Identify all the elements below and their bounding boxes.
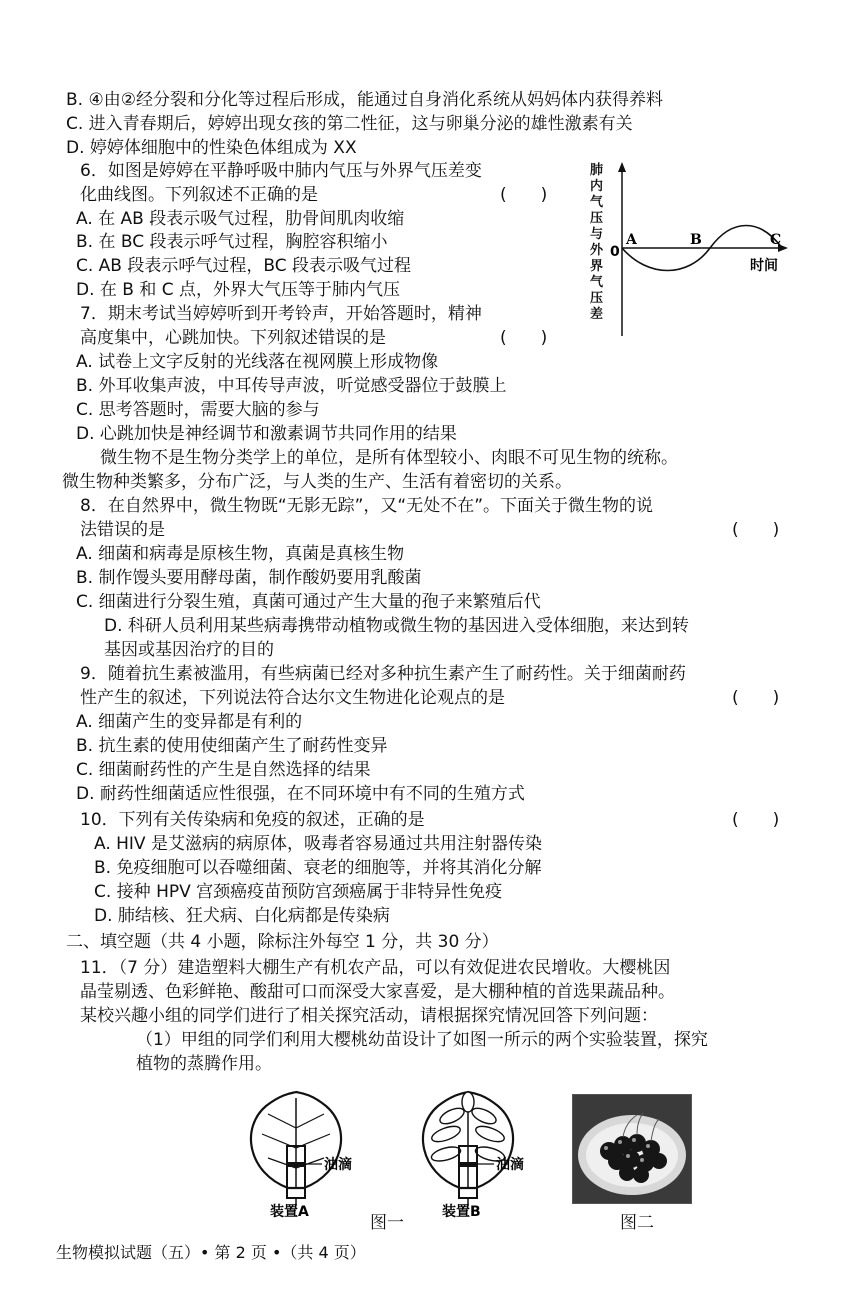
svg-text:内: 内 [590,179,604,194]
device-a-diagram [238,1088,388,1218]
q6-answer-bracket: ( ) [500,185,548,205]
pressure-difference-graph [588,160,794,340]
svg-text:气: 气 [590,195,604,210]
q11-stem-line2: 晶莹剔透、色彩鲜艳、酸甜可口而深受大家喜爱，是大棚种植的首选果蔬品种。 [80,982,675,1002]
q10-option-c: C. 接种 HPV 宫颈癌疫苗预防宫颈癌属于非特异性免疫 [94,882,503,902]
q11-part1-line2: 植物的蒸腾作用。 [136,1054,272,1074]
device-a-label: 装置A [270,1204,309,1218]
graph-x-label: 时间 [750,258,778,274]
q8-option-b: B. 制作馒头要用酵母菌，制作酸奶要用乳酸菌 [76,568,422,588]
q5-option-d: D. 婷婷体细胞中的性染色体组成为 XX [66,138,357,158]
graph-y-arrow [618,162,626,172]
section-2-heading: 二、填空题（共 4 小题，除标注外每空 1 分，共 30 分） [66,932,499,952]
q11-part1-line1: （1）甲组的同学们利用大樱桃幼苗设计了如图一所示的两个实验装置，探究 [136,1030,708,1050]
q6-stem-line2: 化曲线图。下列叙述不正确的是 [80,185,318,205]
q10-option-a: A. HIV 是艾滋病的病原体，吸毒者容易通过共用注射器传染 [94,834,542,854]
figure-1-caption: 图一 [370,1213,404,1233]
q9-answer-bracket: ( ) [732,688,780,708]
q9-option-a: A. 细菌产生的变异都是有利的 [76,712,303,732]
q7-option-c: C. 思考答题时，需要大脑的参与 [76,400,320,420]
device-a-oil-label: 油滴 [324,1157,352,1173]
svg-text:界: 界 [590,259,604,274]
svg-text:气: 气 [590,275,604,290]
q7-stem-line2: 高度集中，心跳加快。下列叙述错误的是 [80,328,386,348]
q8-stem-line2: 法错误的是 [80,520,165,540]
q10-option-d: D. 肺结核、狂犬病、白化病都是传染病 [94,906,390,926]
graph-origin-label: 0 [610,244,620,260]
graph-point-a: A [626,232,637,248]
q6-option-d: D. 在 B 和 C 点，外界大气压等于肺内气压 [76,280,401,300]
svg-text:差: 差 [590,307,604,322]
q8-stem-line1: 8．在自然界中，微生物既“无影无踪”，又“无处不在”。下面关于微生物的说 [80,496,654,516]
svg-text:压: 压 [590,211,604,226]
q9-option-c: C. 细菌耐药性的产生是自然选择的结果 [76,760,371,780]
graph-ylabel [590,162,604,322]
svg-text:外: 外 [590,243,604,258]
q8-option-d-line1: D. 科研人员利用某些病毒携带动植物或微生物的基因进入受体细胞，来达到转 [104,616,689,636]
figure-2-caption: 图二 [620,1213,654,1233]
q9-option-d: D. 耐药性细菌适应性很强，在不同环境中有不同的生殖方式 [76,784,525,804]
q9-option-b: B. 抗生素的使用使细菌产生了耐药性变异 [76,736,388,756]
device-b-oil-label: 油滴 [496,1157,524,1173]
cherries-photo [572,1094,692,1204]
q8-option-c: C. 细菌进行分裂生殖，真菌可通过产生大量的孢子来繁殖后代 [76,592,541,612]
q7-answer-bracket: ( ) [500,328,548,348]
q5-option-c: C. 进入青春期后，婷婷出现女孩的第二性征，这与卵巢分泌的雄性激素有关 [66,114,633,134]
q8-answer-bracket: ( ) [732,520,780,540]
page-footer: 生物模拟试题（五）• 第 2 页 •（共 4 页） [56,1243,366,1262]
graph-point-b: B [690,232,702,248]
q11-stem-line3: 某校兴趣小组的同学们进行了相关探究活动，请根据探究情况回答下列问题： [80,1006,658,1026]
svg-text:肺: 肺 [590,163,604,178]
q10-answer-bracket: ( ) [732,810,780,830]
microbe-intro-line1: 微生物不是生物分类学上的单位，是所有体型较小、肉眼不可见生物的统称。 [100,448,678,468]
q9-stem-line1: 9．随着抗生素被滥用，有些病菌已经对多种抗生素产生了耐药性。关于细菌耐药 [80,664,686,684]
q11-stem-line1: 11．（7 分）建造塑料大棚生产有机农产品，可以有效促进农民增收。大樱桃因 [80,958,671,978]
q5-option-b: B. ④由②经分裂和分化等过程后形成，能通过自身消化系统从妈妈体内获得养料 [66,90,663,110]
svg-text:与: 与 [590,227,604,242]
device-b-diagram [410,1088,560,1218]
q6-option-c: C. AB 段表示呼气过程，BC 段表示吸气过程 [76,256,412,276]
q7-option-a: A. 试卷上文字反射的光线落在视网膜上形成物像 [76,352,439,372]
q6-option-a: A. 在 AB 段表示吸气过程，肋骨间肌肉收缩 [76,209,405,229]
q7-stem-line1: 7．期末考试当婷婷听到开考铃声，开始答题时，精神 [80,304,482,324]
q10-stem: 10．下列有关传染病和免疫的叙述，正确的是 [80,810,425,830]
q8-option-d-line2: 基因或基因治疗的目的 [104,640,274,660]
q6-option-b: B. 在 BC 段表示呼气过程，胸腔容积缩小 [76,232,388,252]
q9-stem-line2: 性产生的叙述，下列说法符合达尔文生物进化论观点的是 [80,688,505,708]
q10-option-b: B. 免疫细胞可以吞噬细菌、衰老的细胞等，并将其消化分解 [94,858,542,878]
q7-option-d: D. 心跳加快是神经调节和激素调节共同作用的结果 [76,424,457,444]
microbe-intro-line2: 微生物种类繁多，分布广泛，与人类的生产、生活有着密切的关系。 [62,472,572,492]
svg-text:压: 压 [590,291,604,306]
graph-point-c: C [770,232,782,248]
q7-option-b: B. 外耳收集声波，中耳传导声波，听觉感受器位于鼓膜上 [76,376,507,396]
q6-stem-line1: 6．如图是婷婷在平静呼吸中肺内气压与外界气压差变 [80,161,482,181]
q8-option-a: A. 细菌和病毒是原核生物，真菌是真核生物 [76,544,405,564]
device-b-label: 装置B [442,1204,481,1218]
